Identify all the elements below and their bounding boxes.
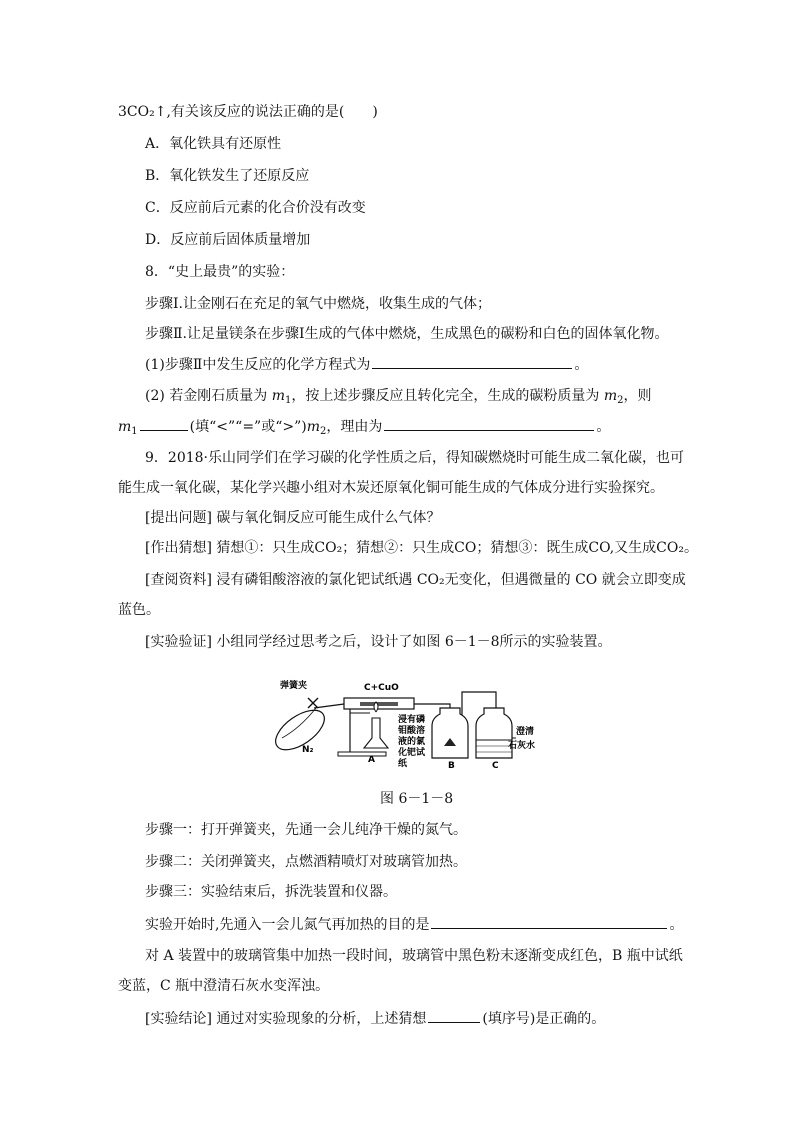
q8-step1: 步骤Ⅰ.让金刚石在充足的氧气中燃烧，收集生成的气体； [145, 296, 491, 312]
alcohol-burner [364, 718, 388, 748]
label-tube: C+CuO [364, 683, 399, 693]
q9-verify: [实验验证] 小组同学经过思考之后，设计了如图 6－1－8所示的实验装置。 [145, 634, 612, 650]
q9-info-2: 蓝色。 [118, 602, 160, 618]
answer-blank[interactable] [428, 1008, 480, 1023]
q9-step1: 步骤一：打开弹簧夹，先通一会儿纯净干燥的氮气。 [145, 822, 467, 838]
q8-sub1: (1)步骤Ⅱ中发生反应的化学方程式为 。 [145, 354, 588, 375]
q7-option-b: B．氧化铁发生了还原反应 [145, 168, 310, 184]
q9-observation-2: 变蓝，C 瓶中澄清石灰水变浑浊。 [118, 978, 330, 994]
q9-hypothesis: [作出猜想] 猜想①：只生成CO₂；猜想②：只生成CO；猜想③：既生成CO,又生成CO₂。 [145, 540, 698, 556]
q9-intro-1: 9．2018·乐山同学们在学习碳的化学性质之后，得知碳燃烧时可能生成二氧化碳，也可 [145, 450, 684, 466]
label-paper-2: 钼酸溶 [398, 726, 426, 736]
q8-title: 8．“史上最贵”的实验： [145, 264, 295, 280]
figure-caption: 图 6－1－8 [380, 791, 454, 807]
label-b: B [448, 761, 455, 771]
q7-stem-tail: 3CO₂↑,有关该反应的说法正确的是( ) [118, 104, 378, 120]
answer-blank[interactable] [384, 416, 594, 431]
flame-icon [374, 702, 378, 712]
q8-sub2-line2: $m_1$ (填“<”“=”或“$>”)m_2$，理由为 。 [118, 416, 610, 442]
q9-info-1: [查阅资料] 浸有磷钼酸溶液的氯化钯试纸遇 CO₂无变化，但遇微量的 CO 就会立即变成 [145, 572, 686, 588]
stand-base [338, 752, 386, 756]
answer-blank[interactable] [140, 416, 188, 431]
answer-blank[interactable] [431, 914, 667, 929]
answer-blank[interactable] [372, 354, 572, 369]
label-n2: N₂ [302, 745, 314, 755]
label-c: C [492, 761, 499, 771]
nitrogen-bag [269, 702, 331, 757]
label-a: A [368, 755, 375, 765]
label-water-2: 石灰水 [508, 741, 536, 751]
inlet-tube [314, 704, 344, 708]
q9-step2: 步骤二：关闭弹簧夹，点燃酒精喷灯对玻璃管加热。 [145, 854, 467, 870]
q9-question: [提出问题] 碳与氧化铜反应可能生成什么气体？ [145, 510, 441, 526]
bottle-b [432, 708, 468, 758]
q9-intro-2: 能生成一氧化碳，某化学兴趣小组对木炭还原氧化铜可能生成的气体成分进行实验探究。 [118, 480, 664, 496]
experiment-apparatus-figure [270, 668, 536, 772]
q7-option-a: A．氧化铁具有还原性 [145, 136, 282, 152]
label-water-1: 澄清 [516, 727, 535, 737]
q7-option-d: D．反应前后固体质量增加 [145, 232, 311, 248]
q9-observation-1: 对 A 装置中的玻璃管集中加热一段时间，玻璃管中黑色粉末逐渐变成红色，B 瓶中试纸 [145, 948, 683, 964]
q9-step3: 步骤三：实验结束后，拆洗装置和仪器。 [145, 884, 397, 900]
label-paper-3: 液的氯 [398, 737, 426, 747]
q7-option-c: C．反应前后元素的化合价没有改变 [145, 200, 366, 216]
powder-sample [360, 702, 398, 706]
q9-conclusion: [实验结论] 通过对实验现象的分析，上述猜想 (填序号)是正确的。 [145, 1008, 605, 1029]
label-clip: 弹簧夹 [280, 681, 308, 691]
label-paper-4: 化钯试 [398, 748, 426, 758]
q8-step2: 步骤Ⅱ.让足量镁条在步骤Ⅰ生成的气体中燃烧，生成黑色的碳粉和白色的固体氧化物。 [145, 326, 669, 342]
label-paper-1: 浸有磷 [398, 715, 426, 725]
label-paper-5: 纸 [398, 759, 408, 769]
bottle-c [476, 708, 512, 758]
q9-purpose: 实验开始时,先通入一会儿氮气再加热的目的是 。 [145, 914, 683, 935]
spring-clip-icon [308, 698, 318, 708]
q8-sub2-line1: (2) 若金刚石质量为 $m_1$，按上述步骤反应且转化完全，生成的碳粉质量为 $m_2$，则 [145, 388, 652, 406]
